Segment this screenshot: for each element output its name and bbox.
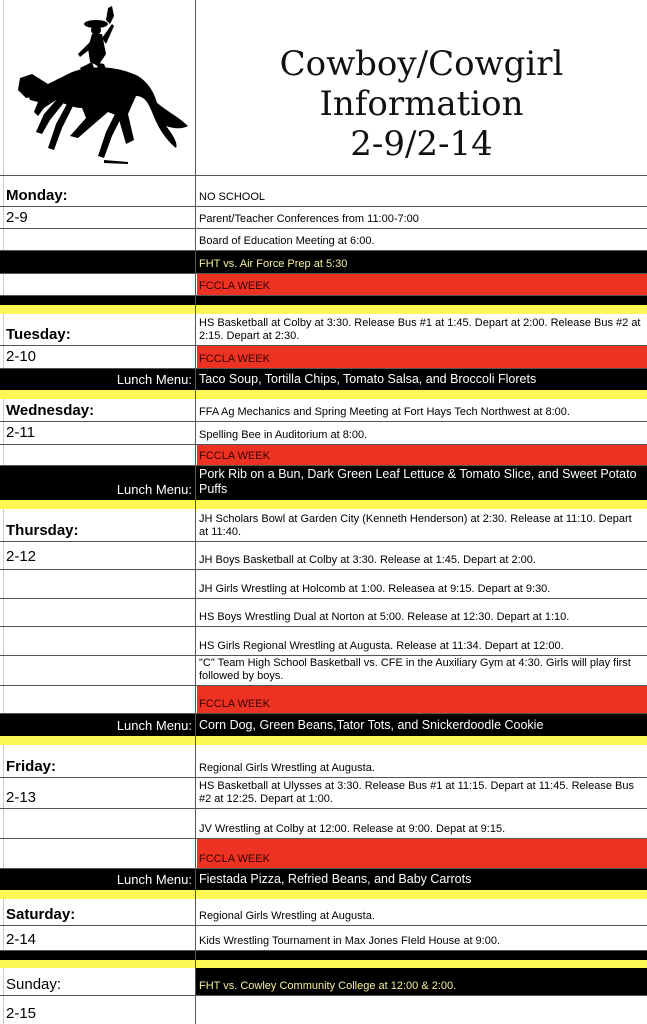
thursday-event-4: HS Boys Wrestling Dual at Norton at 5:00. Release at 12:30. Depart at 1:10. [199,611,570,623]
separator-yellow [0,305,647,314]
monday-event-1: NO SCHOOL [199,191,266,203]
wednesday-date: 2-11 [6,424,35,441]
friday-row-4 [0,839,647,869]
separator-yellow [0,500,647,509]
tuesday-fccla-week: FCCLA WEEK [197,346,647,368]
lunch-menu-label: Lunch Menu: [116,482,192,497]
tuesday-lunch-menu: Taco Soup, Tortilla Chips, Tomato Salsa, and Broccoli Florets [199,372,537,386]
monday-row-2 [0,207,647,229]
saturday-event-1: Regional Girls Wrestling at Augusta. [199,910,375,922]
friday-row-2 [0,778,647,809]
saturday-event-2: Kids Wrestling Tournament in Max Jones FIeld House at 9:00. [199,935,501,947]
thursday-label: Thursday: [6,522,79,539]
wednesday-row-2 [0,422,647,445]
sunday-event-1: FHT vs. Cowley Community College at 12:00 & 2:00. [199,980,457,992]
thursday-row-5 [0,627,647,656]
bronco-rider-icon [8,4,190,166]
thursday-row-6 [0,656,647,686]
monday-event-3: Board of Education Meeting at 6:00. [199,235,375,247]
saturday-row-2 [0,926,647,951]
separator-black [0,951,647,960]
saturday-label: Saturday: [6,906,76,923]
thursday-date: 2-12 [6,548,37,565]
sunday-date: 2-15 [6,1005,37,1022]
monday-label: Monday: [6,187,68,204]
wednesday-fccla-week: FCCLA WEEK [197,445,647,465]
saturday-date: 2-14 [6,931,37,948]
monday-row-1 [0,183,647,207]
column-divider [195,0,196,1024]
friday-lunch-menu: Fiestada Pizza, Refried Beans, and Baby Carrots [199,872,472,886]
monday-row-4 [0,251,647,274]
separator-yellow [0,736,647,745]
page-title [196,44,647,164]
monday-row-5 [0,274,647,296]
friday-label: Friday: [6,758,57,775]
tuesday-lunch-row [0,369,647,390]
friday-event-1: Regional Girls Wrestling at Augusta. [199,762,375,774]
wednesday-row-1 [0,399,647,422]
wednesday-label: Wednesday: [6,402,95,419]
title-line-1: Cowboy/Cowgirl [279,44,564,84]
wednesday-lunch-row [0,466,647,500]
thursday-lunch-row [0,714,647,736]
thursday-fccla-week: FCCLA WEEK [197,686,647,713]
thursday-row-3 [0,570,647,599]
thursday-event-6: "C" Team High School Basketball vs. CFE in the Auxiliary Gym at 4:30. Girls will play first followed by boys. [199,657,631,682]
separator-yellow [0,890,647,899]
thursday-event-1: JH Scholars Bowl at Garden City (Kenneth Henderson) at 2:30. Release at 11:10. Depart at 11:40. [199,513,632,538]
sunday-row-1 [0,968,647,996]
thursday-event-3: JH Girls Wrestling at Holcomb at 1:00. Releasea at 9:15. Depart at 9:30. [199,583,551,595]
tuesday-row-1 [0,314,647,346]
monday-event-2: Parent/Teacher Conferences from 11:00-7:00 [199,213,419,225]
friday-fccla-week: FCCLA WEEK [197,839,647,868]
monday-row-3 [0,229,647,251]
separator-black [0,296,647,305]
tuesday-date: 2-10 [6,346,194,368]
thursday-row-7 [0,686,647,714]
friday-event-3: JV Wrestling at Colby at 12:00. Release at 9:00. Depat at 9:15. [199,823,506,835]
friday-date: 2-13 [6,789,37,806]
wednesday-row-3 [0,445,647,466]
separator-yellow [0,390,647,399]
sunday-label: Sunday: [6,976,62,993]
wednesday-event-2: Spelling Bee in Auditorium at 8:00. [199,429,368,441]
friday-row-3 [0,809,647,839]
tuesday-row-2 [0,346,647,369]
friday-lunch-row [0,869,647,890]
tuesday-label: Tuesday: [6,326,71,343]
sunday-row-2 [0,996,647,1024]
thursday-row-1 [0,509,647,542]
thursday-event-5: HS Girls Regional Wrestling at Augusta. Release at 11:34. Depart at 12:00. [199,640,564,652]
lunch-menu-label: Lunch Menu: [116,872,192,887]
friday-row-1 [0,745,647,778]
separator-yellow [0,960,647,968]
thursday-row-2 [0,542,647,570]
wednesday-lunch-menu: Pork Rib on a Bun, Dark Green Leaf Lettuce & Tomato Slice, and Sweet Potato Puffs [199,467,637,496]
lunch-menu-label: Lunch Menu: [116,372,192,387]
thursday-event-2: JH Boys Basketball at Colby at 3:30. Release at 1:45. Depart at 2:00. [199,554,536,566]
header [0,0,647,176]
title-line-3: 2-9/2-14 [350,124,493,164]
monday-fccla-week: FCCLA WEEK [197,274,647,295]
thursday-row-4 [0,599,647,627]
wednesday-event-1: FFA Ag Mechanics and Spring Meeting at Fort Hays Tech Northwest at 8:00. [199,406,570,418]
friday-event-2: HS Basketball at Ulysses at 3:30. Release Bus #1 at 11:15. Depart at 11:45. Release Bus #2 at 12:25. Depart at 1:00. [199,780,634,805]
lunch-menu-label: Lunch Menu: [116,718,192,733]
title-line-2: Information [319,84,524,124]
monday-date: 2-9 [6,209,28,226]
thursday-lunch-menu: Corn Dog, Green Beans,Tator Tots, and Snickerdoodle Cookie [199,718,544,732]
saturday-row-1 [0,899,647,926]
monday-event-4: FHT vs. Air Force Prep at 5:30 [199,258,348,270]
tuesday-event-1: HS Basketball at Colby at 3:30. Release Bus #1 at 1:45. Depart at 2:00. Release Bus #2 at 2:15. Depart at 2:30. [199,317,641,342]
